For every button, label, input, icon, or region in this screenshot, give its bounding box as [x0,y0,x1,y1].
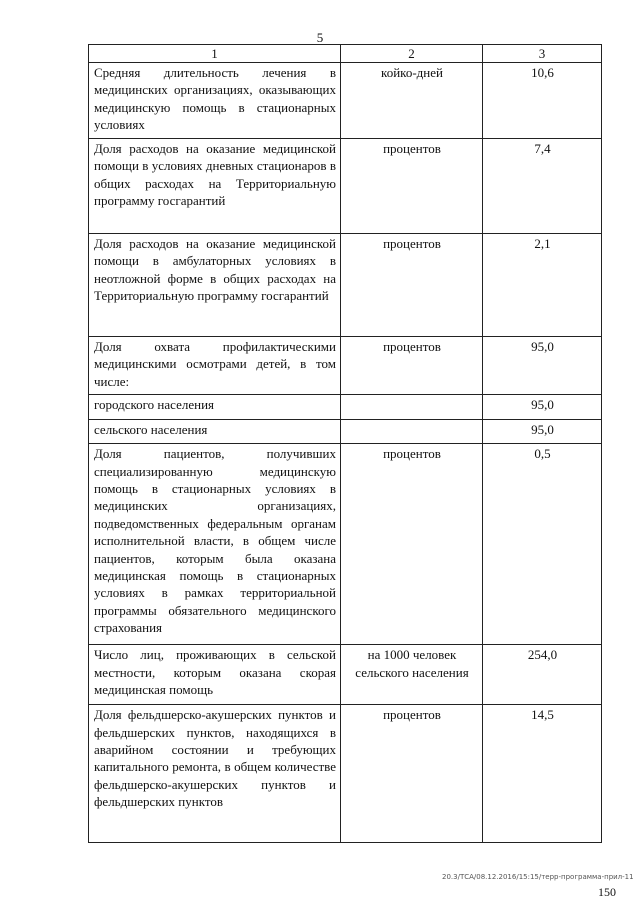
table-row [89,234,602,337]
unit-of-measure: процентов [341,444,483,645]
indicator-value: 14,5 [483,705,602,843]
table-row [89,63,602,139]
column-header-1: 1 [89,45,341,63]
indicator-name: городского населения [89,395,341,420]
indicator-value: 0,5 [483,444,602,645]
table-row [89,337,602,395]
table-row [89,705,602,843]
indicator-value: 254,0 [483,645,602,705]
indicator-name: Доля фельдшерско-акушерских пунктов и фельдшерских пунктов, находящихся в аварийном состоянии и требующих капитального ремонта, в общем количестве фельдшерско-акушерских пунктов и фельдшерских пунктов [89,705,341,843]
unit-of-measure: койко-дней [341,63,483,139]
indicator-value: 95,0 [483,337,602,395]
indicator-name: Число лиц, проживающих в сельской местности, которым оказана скорая медицинская помощь [89,645,341,705]
table-row [89,395,602,420]
sheet-number: 150 [598,885,616,899]
column-header-3: 3 [483,45,602,63]
indicator-name: Средняя длительность лечения в медицинских организациях, оказывающих медицинскую помощь в стационарных условиях [89,63,341,139]
indicator-value: 95,0 [483,420,602,444]
indicator-value: 2,1 [483,234,602,337]
unit-of-measure: процентов [341,337,483,395]
unit-of-measure: на 1000 человек сельского населения [341,645,483,705]
footer-note: 20.3/ТСА/08.12.2016/15:15/терр-программа-прил-11 [442,873,634,881]
indicator-name: Доля пациентов, получивших специализированную медицинскую помощь в стационарных условиях в медицинских организациях, подведомственных федеральным органам исполнительной власти, в общем числе пациентов, которым была оказана медицинская помощь в стационарных условиях в рамках территориальной программы обязательного медицинского страхования [89,444,341,645]
table-row [89,139,602,234]
table-row [89,645,602,705]
indicators-table [88,44,602,843]
column-header-2: 2 [341,45,483,63]
table-header-row [89,45,602,63]
indicator-value: 95,0 [483,395,602,420]
indicator-name: Доля расходов на оказание медицинской помощи в амбулаторных условиях в неотложной форме в общих расходах на Территориальную программу госгарантий [89,234,341,337]
indicator-name: Доля расходов на оказание медицинской помощи в условиях дневных стационаров в общих расходах на Территориальную программу госгарантий [89,139,341,234]
unit-of-measure [341,420,483,444]
table-row [89,420,602,444]
unit-of-measure: процентов [341,234,483,337]
indicator-value: 10,6 [483,63,602,139]
page-number: 5 [316,30,324,45]
indicator-name: сельского населения [89,420,341,444]
unit-of-measure [341,395,483,420]
unit-of-measure: процентов [341,705,483,843]
table-row [89,444,602,645]
unit-of-measure: процентов [341,139,483,234]
indicator-value: 7,4 [483,139,602,234]
indicator-name: Доля охвата профилактическими медицинскими осмотрами детей, в том числе: [89,337,341,395]
